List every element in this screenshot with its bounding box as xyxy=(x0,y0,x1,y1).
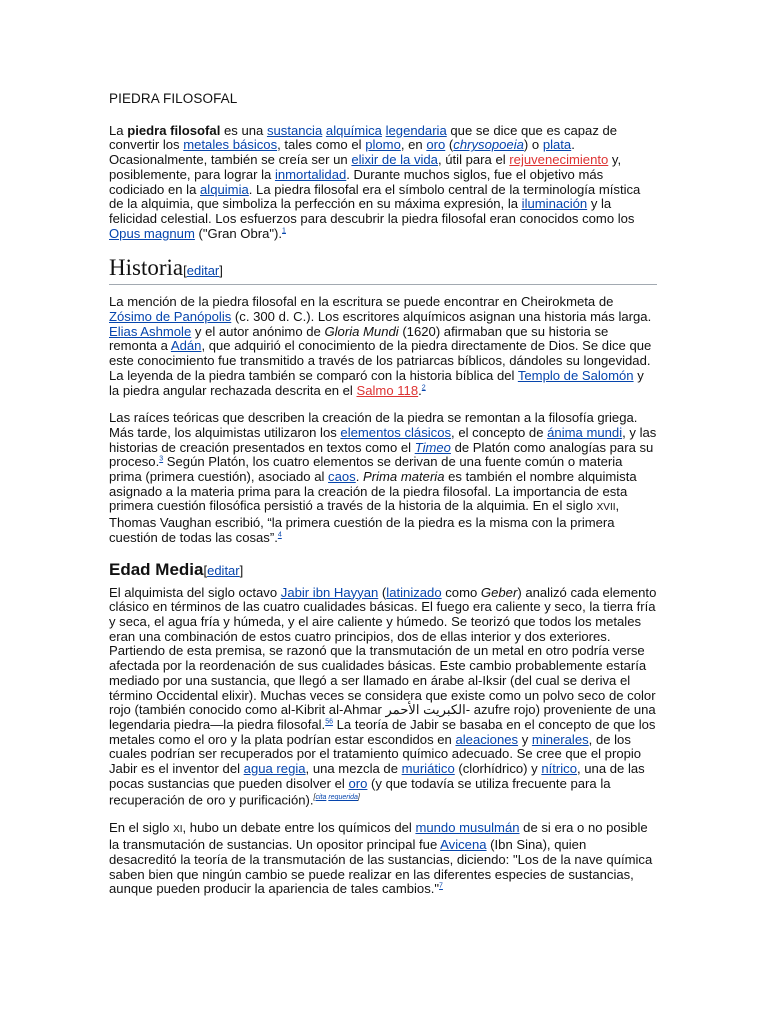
text-run: En el siglo xyxy=(109,820,174,836)
text-run: . La piedra filosofal era el símbolo central de la terminología mística de la alquimia, que simboliza la perfección en su máxima expresión, la xyxy=(109,181,641,212)
wiki-link[interactable]: Jabir ibn Hayyan xyxy=(280,584,379,600)
text-run: y el autor anónimo de xyxy=(191,323,325,339)
historia-paragraph-2 xyxy=(109,411,657,545)
red-link[interactable]: rejuvenecimiento xyxy=(509,152,609,168)
text-run: es también el nombre alquimista asignado a la materia prima para la creación de la piedra filosofal. La importancia de esta primera cuestión filosófica persistió a través de la historia de la alquimia. En el siglo xyxy=(109,469,637,514)
wiki-link[interactable]: sustancia xyxy=(266,122,323,138)
text-run: . xyxy=(355,469,363,485)
text-run: . Durante muchos siglos, fue el objetivo más codiciado en la xyxy=(109,166,604,197)
text-run: (y que todavía se utiliza frecuente para la recuperación de oro y purificación). xyxy=(109,775,611,808)
text-run: El alquimista del siglo octavo xyxy=(109,584,281,600)
text-run: . Ocasionalmente, también se creía ser un xyxy=(109,137,575,168)
bold-term: piedra filosofal xyxy=(127,122,221,138)
wiki-link[interactable]: latinizado xyxy=(386,584,442,600)
text-run: , que adquirió el conocimiento de la piedra directamente de Dios. Se dice que este conocimiento fue transmitido a través de los patriarcas bíblicos, dándoles su longevidad. La leyenda de la piedra también se comparó con la historia bíblica del xyxy=(109,338,652,383)
text-run: (Ibn Sina), quien desacreditó la teoría de la transmutación de las sustancias, diciendo: "Los de la nave química saben bien que ningún cambio se puede realizar en las diferentes especies de sustancias, aunque pueden producir la apariencia de tales cambios." xyxy=(109,837,653,897)
text-run: ( xyxy=(378,584,387,600)
edit-section-link: [editar] xyxy=(183,263,223,279)
text-run: La teoría de Jabir se basaba en el concepto de que los metales como el oro y la plata podrían estar escondidos en xyxy=(109,716,656,747)
text-run: , una mezcla de xyxy=(305,761,402,777)
wiki-link[interactable]: mundo musulmán xyxy=(415,820,520,836)
text-run: que se dice que es capaz de convertir los xyxy=(109,122,618,153)
text-run: y la felicidad celestial. Los esfuerzos para descubrir la piedra filosofal eran conocidos como los xyxy=(109,196,635,226)
wiki-link[interactable]: Zósimo de Panópolis xyxy=(109,309,232,325)
text-run: La mención de la piedra filosofal en la escritura se puede encontrar en Cheirokmeta de xyxy=(109,294,614,310)
text-run: ( xyxy=(445,137,454,153)
section-heading-historia xyxy=(109,255,657,285)
edad-media-paragraph-1 xyxy=(109,586,657,809)
text-run: Las raíces teóricas que describen la creación de la piedra se remontan a la filosofía griega. Más tarde, los alquimistas utilizaron los xyxy=(109,410,638,440)
edit-link[interactable]: editar xyxy=(186,263,220,279)
wiki-link[interactable]: oro xyxy=(426,137,446,153)
text-run: y xyxy=(518,731,532,747)
wiki-link[interactable]: Adán xyxy=(170,338,202,354)
text-run: y, posiblemente, para lograr la xyxy=(109,152,622,182)
section-title: Historia xyxy=(109,255,184,281)
historia-paragraph-1 xyxy=(109,295,657,398)
wiki-link[interactable]: alquímica xyxy=(325,122,382,138)
page-title: PIEDRA FILOSOFAL xyxy=(109,91,238,106)
wiki-link[interactable]: nítrico xyxy=(541,761,577,777)
text-run: (clorhídrico) y xyxy=(454,761,542,777)
edit-link[interactable]: editar xyxy=(207,562,240,578)
text-run: - azufre rojo) proveniente de una legendaria piedra—la piedra filosofal. xyxy=(109,702,656,732)
wiki-link[interactable]: iluminación xyxy=(521,196,588,212)
text-run: (1620) afirmaban que su historia se remonta a xyxy=(109,323,609,354)
text-run: como xyxy=(441,584,481,600)
citation-needed-link[interactable]: requerida xyxy=(328,794,358,802)
wiki-link[interactable]: inmortalidad xyxy=(274,166,347,182)
wiki-link[interactable]: Timeo xyxy=(414,439,451,455)
article xyxy=(109,90,657,910)
reference-link[interactable]: 4 xyxy=(277,531,282,539)
wiki-link[interactable]: chrysopoeia xyxy=(453,137,524,153)
wiki-link[interactable]: Avicena xyxy=(440,837,487,853)
section-title: Edad Media xyxy=(109,559,204,579)
text-run: , el concepto de xyxy=(451,424,548,440)
text-run: de Platón como analogías para su proceso. xyxy=(109,439,654,470)
wiki-link[interactable]: alquimia xyxy=(200,181,249,197)
wiki-link[interactable]: Templo de Salomón xyxy=(517,367,634,383)
reference-link[interactable]: 56 xyxy=(325,718,333,726)
citation-needed-link[interactable]: cita xyxy=(315,794,327,802)
text-run: de si era o no posible la transmutación de sustancias. Un opositor principal fue xyxy=(109,820,648,853)
wiki-link[interactable]: elixir de la vida xyxy=(351,152,438,168)
text-run: ) analizó cada elemento clásico en términos de las cuatro cualidades básicas. El fuego era caliente y seco, la tierra fría y seca, el agua fría y húmeda, y el aire caliente y húmedo. Se teorizó que todos los metales eran una combinación de estos cuatro principios, dos de ellas interior y dos exteriores. Partiendo de esta premisa, se razonó que la transmutación de un metal en otro podría verse afectada por la reordenación de sus cualidades básicas. Este cambio probablemente estaría mediado por una sustancia, que llegó a ser llamado en árabe al-Iksir (del cual se deriva el término Occidental elixir). Muchas veces se considera que existe como un polvo seco de color rojo (también conocido como al-Kibrit al-Ahmar xyxy=(109,584,657,718)
intro-paragraph xyxy=(109,124,657,242)
text-run: , tales como el xyxy=(277,137,366,153)
text-run: es una xyxy=(220,122,267,138)
reference-link[interactable]: 3 xyxy=(159,456,164,463)
text-run: , de los cuales podrían ser recuperados por el tratamiento químico adecuado. Se cree que el propio Jabir es el inventor del xyxy=(109,731,642,777)
text-run: , útil para el xyxy=(437,152,510,168)
wiki-link[interactable]: aleaciones xyxy=(455,731,519,747)
text-run: , una de las pocas sustancias que pueden disolver el xyxy=(109,761,645,791)
text-run: ("Gran Obra"). xyxy=(194,225,283,241)
text-run: . xyxy=(418,382,422,398)
wiki-link[interactable]: Opus magnum xyxy=(109,225,195,241)
wiki-link[interactable]: agua regia xyxy=(243,761,306,777)
edit-section-link: [editar] xyxy=(203,562,244,578)
reference-link[interactable]: 2 xyxy=(421,384,426,392)
text-run: Según Platón, los cuatro elementos se derivan de una fuente común o materia prima (primera cuestión), asociado al xyxy=(109,454,623,485)
text-run: XI xyxy=(173,824,183,836)
wiki-link[interactable]: minerales xyxy=(531,731,589,747)
italic-text: Gloria Mundi xyxy=(324,323,399,339)
citation-bracket: ] xyxy=(357,794,360,802)
text-run: XVII xyxy=(596,502,616,514)
text-run: (c. 300 d. C.). Los escritores alquímicos asignan una historia más larga. xyxy=(231,309,652,325)
wiki-link[interactable]: muriático xyxy=(401,761,455,777)
red-link[interactable]: Salmo 118 xyxy=(356,382,419,398)
wiki-link[interactable]: metales básicos xyxy=(183,137,278,153)
text-run: الكبريت الأحمر xyxy=(385,702,466,718)
italic-text: Geber xyxy=(480,584,518,600)
wiki-link[interactable]: ánima mundi xyxy=(547,424,623,440)
wiki-link[interactable]: legendaria xyxy=(385,122,447,138)
wiki-link[interactable]: plomo xyxy=(365,137,401,153)
reference-link[interactable]: 7 xyxy=(439,882,443,890)
text-run: La xyxy=(109,122,128,138)
reference-link[interactable]: 1 xyxy=(282,227,286,235)
wiki-link[interactable]: Elias Ashmole xyxy=(109,323,192,339)
text-run: , y las historias de creación presentados en textos como el xyxy=(109,424,657,455)
text-run: , hubo un debate entre los químicos del xyxy=(182,820,416,836)
wiki-link[interactable]: oro xyxy=(348,775,368,791)
wiki-link[interactable]: plata xyxy=(542,137,572,153)
text-run: ) o xyxy=(523,137,543,153)
section-heading-edad-media xyxy=(109,559,657,582)
edad-media-paragraph-2 xyxy=(109,821,657,897)
citation-bracket: [ xyxy=(313,794,316,802)
text-run: y la piedra angular rechazada descrita en el xyxy=(109,367,644,398)
wiki-link[interactable]: elementos clásicos xyxy=(340,424,452,440)
italic-text: Prima materia xyxy=(363,469,445,485)
text-run: , en xyxy=(400,137,427,153)
wiki-link[interactable]: caos xyxy=(328,469,356,485)
text-run: , Thomas Vaughan escribió, “la primera cuestión de la piedra es la misma con la primera cuestión de todas las cosas”. xyxy=(109,498,620,545)
